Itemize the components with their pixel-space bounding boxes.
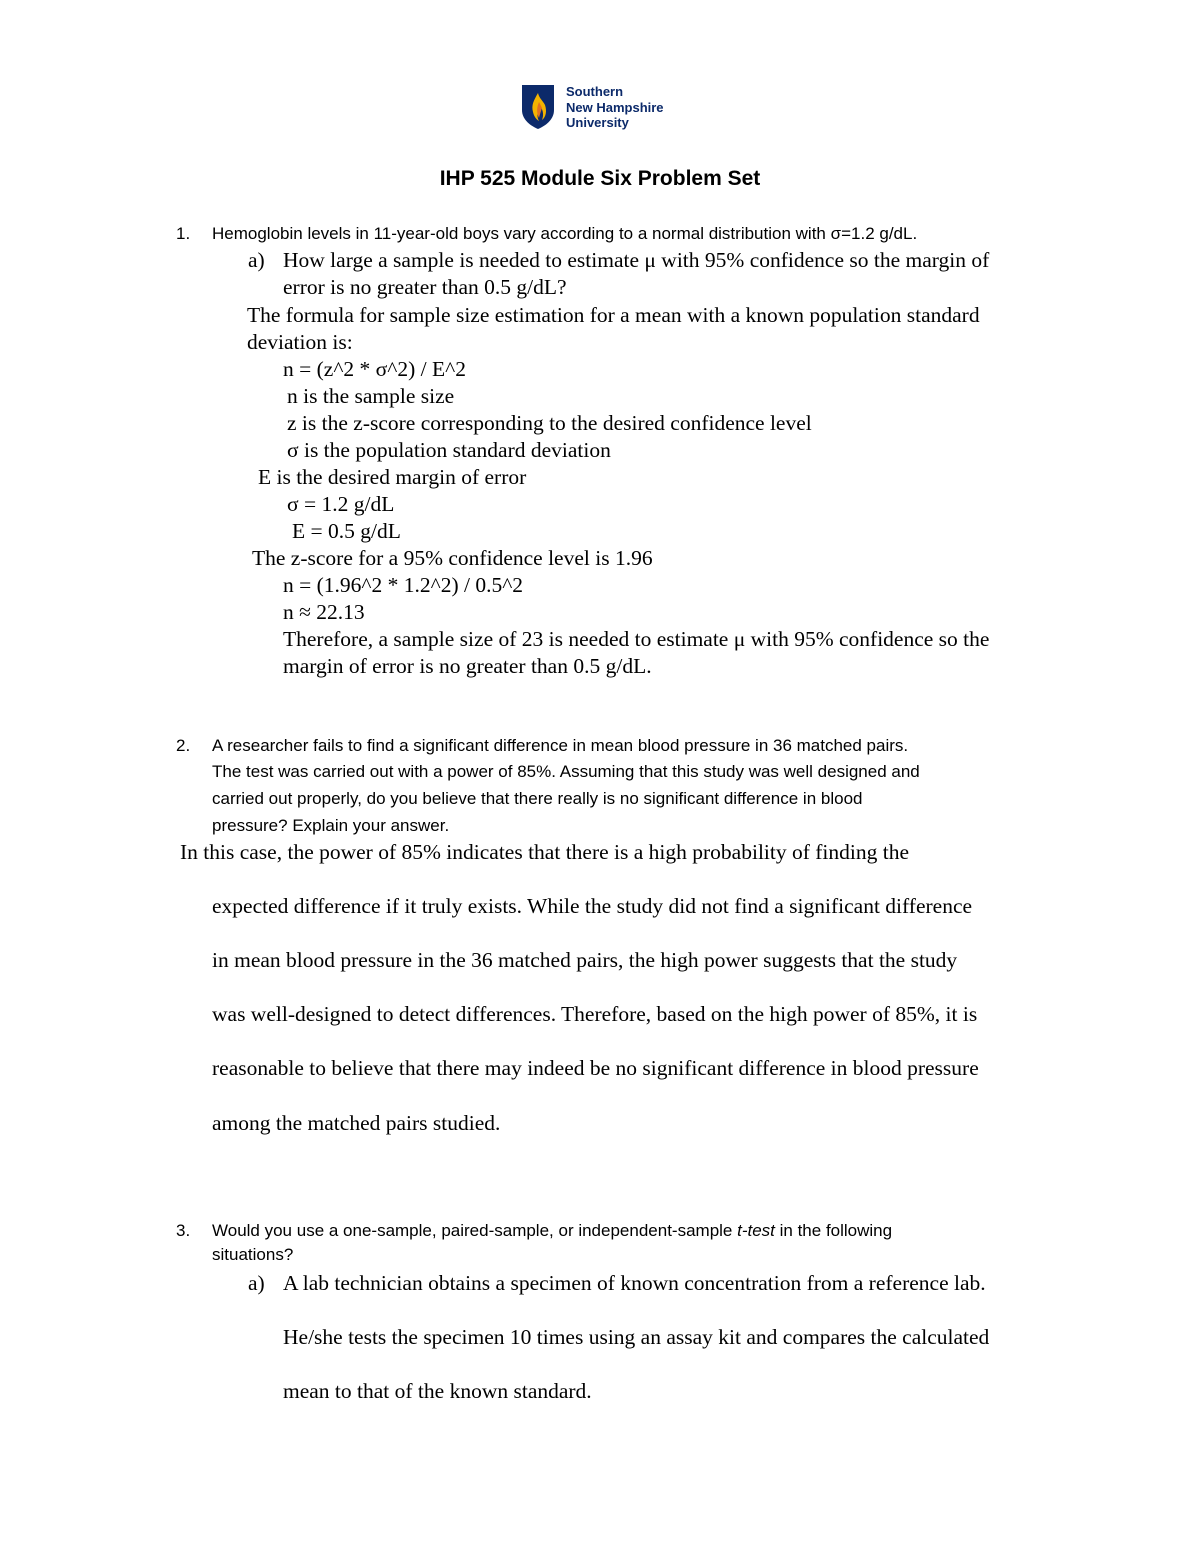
flame-shield-icon [521,84,555,130]
logo-line-3: University [566,115,629,130]
q1-zscore: The z-score for a 95% confidence level is 1.96 [252,546,653,570]
q1-formula: n = (z^2 * σ^2) / E^2 [283,357,466,381]
q2-number: 2. [176,736,191,755]
q3-prompt-ttest: t-test [737,1221,775,1240]
q1-conclusion-line2: margin of error is no greater than 0.5 g/dL. [283,654,652,678]
q2-answer-line3: in mean blood pressure in the 36 matched pairs, the high power suggests that the study [212,948,958,972]
q2-prompt-line4: pressure? Explain your answer. [212,816,450,835]
q1-a-line1: How large a sample is needed to estimate μ with 95% confidence so the margin of [283,248,990,272]
university-logo [521,84,691,134]
logo-line-1: Southern [566,84,624,99]
q3-number: 3. [176,1221,191,1240]
q1-calculation: n = (1.96^2 * 1.2^2) / 0.5^2 [283,573,524,597]
q1-answer-line2: deviation is: [247,330,353,354]
q3-a-line1: A lab technician obtains a specimen of known concentration from a reference lab. [283,1271,986,1295]
q3-prompt-line1 [212,1220,892,1242]
q2-answer-line4: was well-designed to detect differences. Therefore, based on the high power of 85%, it is [212,1002,978,1026]
q2-answer-line2: expected difference if it truly exists. While the study did not find a significant difference [212,894,973,918]
q1-answer-line1: The formula for sample size estimation for a mean with a known population standard [247,303,980,327]
q1-a-line2: error is no greater than 0.5 g/dL? [283,275,567,299]
q1-conclusion-line1: Therefore, a sample size of 23 is needed to estimate μ with 95% confidence so the [283,627,990,651]
q1-sigma-value: σ = 1.2 g/dL [287,492,395,516]
q1-a-label: a) [248,248,265,272]
q2-answer-line1: In this case, the power of 85% indicates that there is a high probability of finding the [180,840,910,864]
q1-approx: n ≈ 22.13 [283,600,365,624]
q1-def-n: n is the sample size [287,384,455,408]
q1-prompt: Hemoglobin levels in 11-year-old boys vary according to a normal distribution with σ=1.2 g/dL. [212,224,918,243]
q3-a-label: a) [248,1271,265,1295]
q1-def-z: z is the z-score corresponding to the desired confidence level [287,411,812,435]
q1-number: 1. [176,224,191,243]
q2-answer-line6: among the matched pairs studied. [212,1111,501,1135]
q2-prompt-line3: carried out properly, do you believe that there really is no significant difference in blood [212,789,863,808]
q2-prompt-line2: The test was carried out with a power of 85%. Assuming that this study was well designed and [212,762,920,781]
q2-answer-line5: reasonable to believe that there may indeed be no significant difference in blood pressure [212,1056,979,1080]
q3-prompt-post: in the following [774,1221,893,1240]
q1-def-e: E is the desired margin of error [258,465,527,489]
logo-line-2: New Hampshire [566,99,664,115]
q3-prompt-line2: situations? [212,1245,294,1264]
q2-prompt-line1: A researcher fails to find a significant difference in mean blood pressure in 36 matched pairs. [212,736,909,755]
page-title: IHP 525 Module Six Problem Set [439,167,761,190]
q3-a-line2: He/she tests the specimen 10 times using an assay kit and compares the calculated [283,1325,990,1349]
q3-prompt-pre: Would you use a one-sample, paired-sample, or independent-sample [212,1221,738,1240]
q1-e-value: E = 0.5 g/dL [292,519,401,543]
q3-a-line3: mean to that of the known standard. [283,1379,592,1403]
q1-def-sigma: σ is the population standard deviation [287,438,611,462]
